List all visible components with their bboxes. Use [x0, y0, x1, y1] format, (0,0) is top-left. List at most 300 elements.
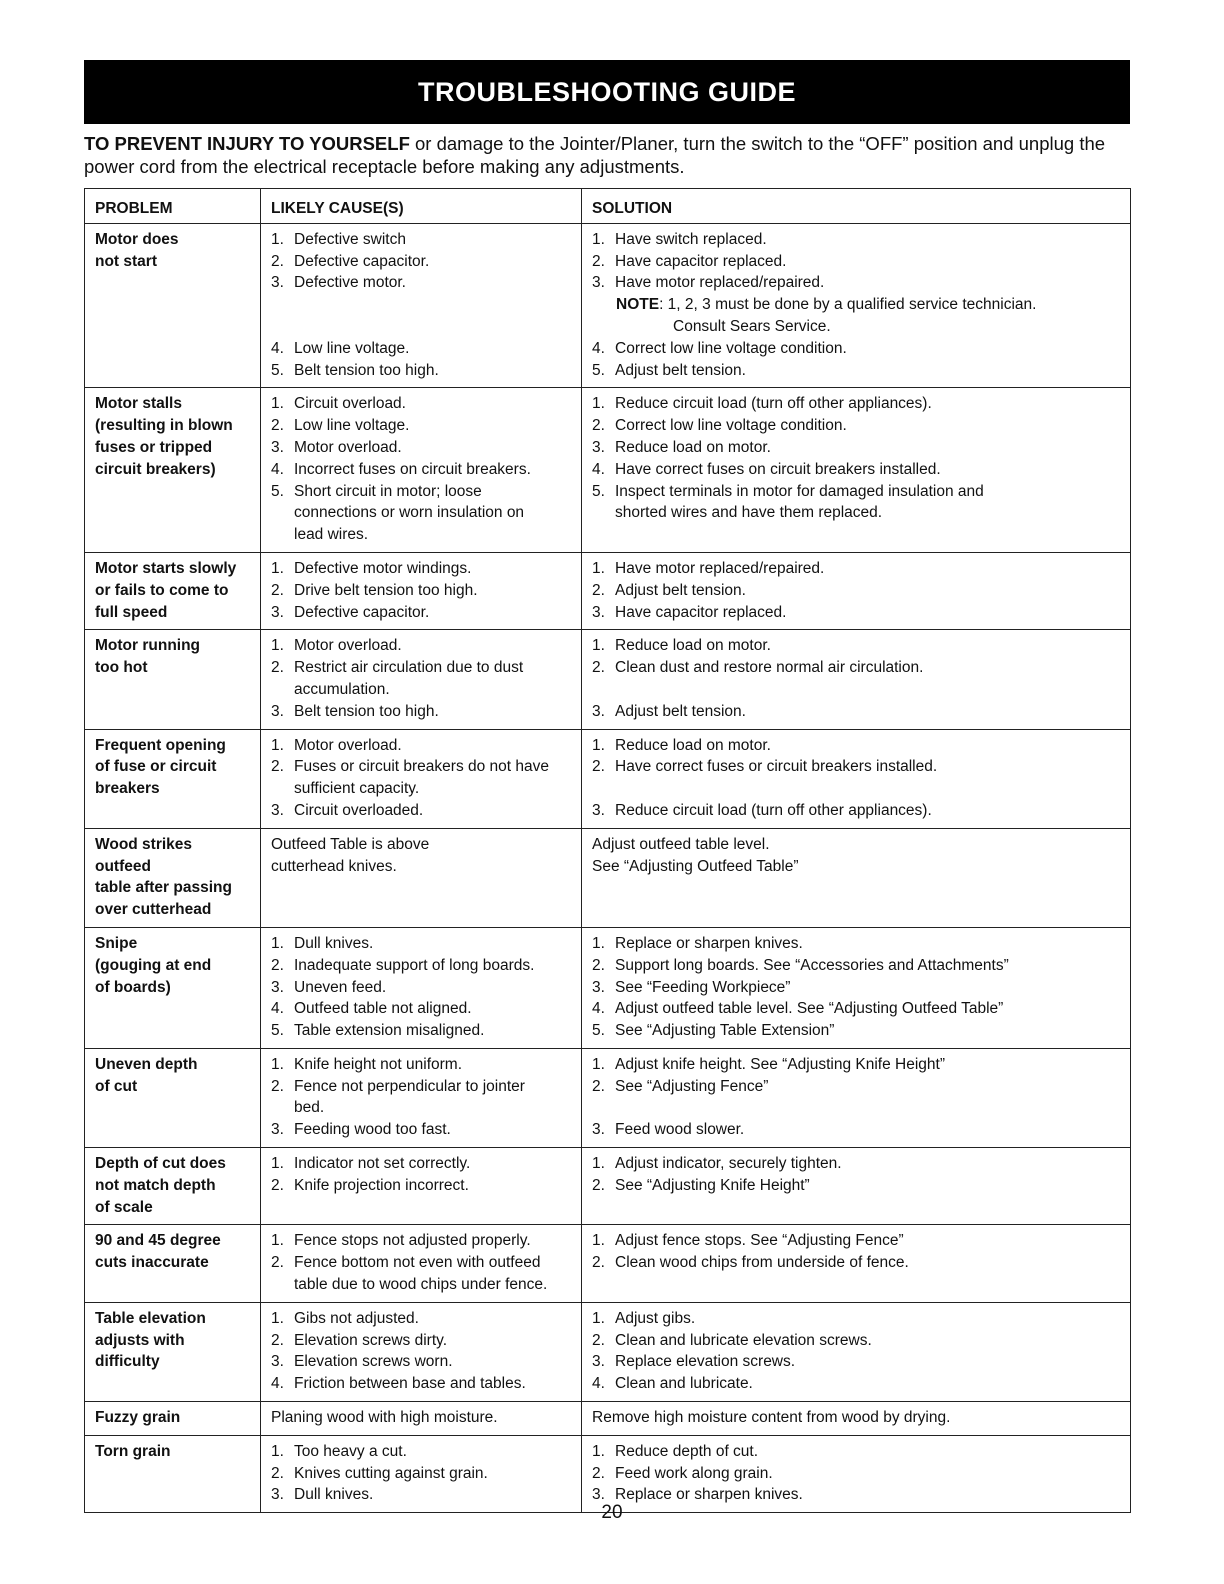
list-item [592, 1119, 1120, 1141]
list-item [592, 635, 1120, 657]
table-row [85, 1148, 1131, 1225]
item-text: Have switch replaced. [615, 230, 767, 248]
item-number: 4. [592, 1000, 605, 1018]
safety-warning [84, 132, 1144, 178]
item-text: Reduce load on motor. [615, 736, 771, 754]
list-item [592, 1230, 1120, 1252]
item-number: 2. [271, 1176, 284, 1194]
item-number: 2. [592, 1331, 605, 1349]
item-number: 1. [271, 1232, 284, 1250]
list-item [271, 701, 571, 723]
list-item [592, 229, 1120, 251]
list-item [592, 1252, 1120, 1274]
list-item [271, 657, 571, 679]
item-number: 2. [592, 1254, 605, 1272]
list-item [271, 635, 571, 657]
list-item [592, 502, 1120, 524]
solutions-cell [582, 927, 1131, 1048]
problem-cell [85, 223, 261, 388]
item-number [271, 524, 294, 546]
item-number: 2. [592, 1176, 605, 1194]
item-text: Adjust outfeed table level. [592, 835, 770, 853]
item-number: 1. [271, 395, 284, 413]
problem-line: Motor does [95, 230, 179, 248]
item-number: 2. [592, 659, 605, 677]
note-label: NOTE [616, 296, 660, 314]
list-item [592, 998, 1120, 1020]
list-item [592, 1020, 1120, 1042]
item-number: 1. [271, 1155, 284, 1173]
causes-cell [261, 1225, 582, 1302]
item-text: Fence not perpendicular to jointer [294, 1077, 525, 1095]
list-item [592, 657, 1120, 679]
item-text: Clean wood chips from underside of fence. [615, 1254, 909, 1272]
problem-line: 90 and 45 degree [95, 1232, 221, 1250]
problem-cell [85, 552, 261, 629]
item-text: Adjust gibs. [615, 1309, 696, 1327]
list-item [592, 580, 1120, 602]
causes-cell [261, 1048, 582, 1147]
item-number: 5. [271, 1022, 284, 1040]
item-number: 1. [271, 559, 284, 577]
item-text: Elevation screws dirty. [294, 1331, 448, 1349]
list-item [271, 1119, 571, 1141]
table-row [85, 1225, 1131, 1302]
problem-line: of fuse or circuit [95, 758, 217, 776]
problem-line: Torn grain [95, 1442, 171, 1460]
problem-cell [85, 927, 261, 1048]
solutions-cell [582, 630, 1131, 729]
list-item [592, 481, 1120, 503]
item-text: Adjust belt tension. [615, 702, 746, 720]
table-row [85, 388, 1131, 553]
item-text: Elevation screws worn. [294, 1353, 453, 1371]
item-text: Have motor replaced/repaired. [615, 274, 825, 292]
item-number: 1. [592, 1309, 605, 1327]
list-item [271, 1175, 571, 1197]
item-number: 3. [592, 274, 605, 292]
item-number [271, 679, 294, 701]
note-line-2: Consult Sears Service. [673, 317, 831, 335]
problem-line: of scale [95, 1198, 153, 1216]
spacer [271, 316, 571, 338]
item-number: 3. [271, 1121, 284, 1139]
problem-cell [85, 729, 261, 828]
item-number: 5. [592, 482, 605, 500]
solutions-cell [582, 223, 1131, 388]
item-text: Adjust fence stops. See “Adjusting Fence” [615, 1232, 904, 1250]
note-line [616, 294, 1120, 316]
item-number: 2. [271, 417, 284, 435]
causes-cell [261, 630, 582, 729]
safety-warning-text: or damage to the Jointer/Planer, turn the switch to the “OFF” position and unplug the power cord from the electrical receptacle before making any adjustments. [84, 133, 1106, 177]
problem-line: cuts inaccurate [95, 1254, 209, 1272]
table-row [85, 1402, 1131, 1436]
list-item [592, 459, 1120, 481]
safety-warning-bold: TO PREVENT INJURY TO YOURSELF [84, 133, 410, 154]
table-row [85, 828, 1131, 927]
list-item [271, 1153, 571, 1175]
item-text: Motor overload. [294, 637, 402, 655]
item-text: Adjust belt tension. [615, 361, 746, 379]
problem-cell [85, 1225, 261, 1302]
list-item [271, 459, 571, 481]
list-item [271, 735, 571, 757]
item-number: 3. [271, 801, 284, 819]
item-text: Dull knives. [294, 934, 374, 952]
list-item [271, 1054, 571, 1076]
problem-line: fuses or tripped [95, 438, 213, 456]
item-number: 1. [592, 637, 605, 655]
item-text: Adjust indicator, securely tighten. [615, 1155, 842, 1173]
item-number: 3. [271, 274, 284, 292]
causes-cell [261, 1402, 582, 1436]
list-item [271, 272, 571, 294]
item-number: 1. [592, 1232, 605, 1250]
item-text: Reduce load on motor. [615, 637, 771, 655]
item-text: See “Adjusting Table Extension” [615, 1022, 835, 1040]
item-text: Motor overload. [294, 736, 402, 754]
problem-line: not start [95, 252, 157, 270]
item-number: 3. [592, 1486, 605, 1504]
spacer [592, 778, 1120, 800]
item-text: Restrict air circulation due to dust [294, 659, 524, 677]
list-item [592, 251, 1120, 273]
item-text: Clean dust and restore normal air circulation. [615, 659, 924, 677]
item-number [271, 778, 294, 800]
problem-line: too hot [95, 659, 148, 677]
item-text: Support long boards. See “Accessories and Attachments” [615, 956, 1009, 974]
item-text: Uneven feed. [294, 978, 387, 996]
item-number: 3. [592, 438, 605, 456]
item-text: Adjust belt tension. [615, 581, 746, 599]
item-text: cutterhead knives. [271, 857, 397, 875]
item-text: Have capacitor replaced. [615, 603, 787, 621]
list-item [592, 338, 1120, 360]
list-item [592, 1373, 1120, 1395]
item-number [271, 1097, 294, 1119]
item-text: bed. [294, 1099, 325, 1117]
item-text: connections or worn insulation on [294, 504, 525, 522]
item-number: 4. [271, 1000, 284, 1018]
list-item [592, 1441, 1120, 1463]
list-item [271, 602, 571, 624]
problem-line: Table elevation [95, 1309, 206, 1327]
item-number: 2. [592, 1464, 605, 1482]
problem-cell [85, 630, 261, 729]
list-item [271, 1274, 571, 1296]
item-text: Reduce circuit load (turn off other appliances). [615, 395, 932, 413]
problem-line: Motor starts slowly [95, 559, 237, 577]
item-number: 4. [592, 460, 605, 478]
item-number [271, 1274, 294, 1296]
item-text: Circuit overload. [294, 395, 406, 413]
problem-line: Wood strikes outfeed [95, 835, 193, 875]
list-item [592, 1175, 1120, 1197]
list-item [592, 1330, 1120, 1352]
list-item [271, 1097, 571, 1119]
list-item [592, 1351, 1120, 1373]
causes-cell [261, 927, 582, 1048]
item-number: 2. [592, 417, 605, 435]
list-item [592, 1153, 1120, 1175]
item-text: Low line voltage. [294, 339, 410, 357]
item-number: 2. [592, 581, 605, 599]
item-text: Replace or sharpen knives. [615, 934, 803, 952]
item-text: See “Adjusting Outfeed Table” [592, 857, 799, 875]
note-text: : 1, 2, 3 must be done by a qualified service technician. [659, 296, 1037, 314]
item-text: Belt tension too high. [294, 361, 439, 379]
item-text: Outfeed table not aligned. [294, 1000, 472, 1018]
item-text: Inspect terminals in motor for damaged insulation and [615, 482, 984, 500]
header-likely-causes: LIKELY CAUSE(S) [261, 189, 582, 224]
list-item [592, 701, 1120, 723]
item-number: 2. [271, 659, 284, 677]
list-item [592, 1054, 1120, 1076]
list-item [592, 977, 1120, 999]
item-text: Knife projection incorrect. [294, 1176, 469, 1194]
list-item [592, 437, 1120, 459]
item-number: 3. [271, 978, 284, 996]
item-text: Indicator not set correctly. [294, 1155, 471, 1173]
item-text: Replace or sharpen knives. [615, 1486, 803, 1504]
list-item [271, 955, 571, 977]
solutions-cell [582, 828, 1131, 927]
item-number: 1. [592, 934, 605, 952]
item-number: 3. [592, 603, 605, 621]
list-item [271, 1351, 571, 1373]
header-problem: PROBLEM [85, 189, 261, 224]
item-text: accumulation. [294, 680, 390, 698]
item-text: Defective switch [294, 230, 406, 248]
problem-line: Motor running [95, 637, 201, 655]
item-text: Have correct fuses on circuit breakers installed. [615, 460, 941, 478]
list-item [592, 1308, 1120, 1330]
item-text: Correct low line voltage condition. [615, 417, 847, 435]
list-item [271, 360, 571, 382]
table-header-row [85, 189, 1131, 224]
item-text: Clean and lubricate. [615, 1375, 753, 1393]
page-number: 20 [601, 1502, 623, 1523]
list-item [271, 778, 571, 800]
table-row [85, 223, 1131, 388]
item-number: 2. [592, 956, 605, 974]
problem-line: difficulty [95, 1353, 160, 1371]
item-number [592, 502, 615, 524]
item-number: 1. [271, 1309, 284, 1327]
item-number: 3. [592, 801, 605, 819]
problem-line: Depth of cut does [95, 1155, 226, 1173]
list-item [271, 1463, 571, 1485]
list-item [592, 360, 1120, 382]
list-item [592, 933, 1120, 955]
item-number: 1. [592, 1155, 605, 1173]
item-text: Circuit overloaded. [294, 801, 424, 819]
item-text: shorted wires and have them replaced. [615, 504, 883, 522]
spacer [592, 679, 1120, 701]
solutions-cell [582, 388, 1131, 553]
item-number: 2. [271, 1077, 284, 1095]
item-text: Short circuit in motor; loose [294, 482, 482, 500]
troubleshooting-table [84, 188, 1131, 1513]
item-text: Feed wood slower. [615, 1121, 745, 1139]
problem-line: of cut [95, 1077, 138, 1095]
item-text: Planing wood with high moisture. [271, 1409, 498, 1427]
list-item [592, 1463, 1120, 1485]
table-row [85, 1302, 1131, 1401]
list-item [592, 393, 1120, 415]
list-item [271, 481, 571, 503]
item-text: See “Feeding Workpiece” [615, 978, 791, 996]
item-number: 1. [592, 559, 605, 577]
item-number: 1. [271, 230, 284, 248]
item-number: 2. [592, 758, 605, 776]
list-item [592, 955, 1120, 977]
item-text: lead wires. [294, 526, 369, 544]
item-number: 1. [271, 736, 284, 754]
item-text: sufficient capacity. [294, 780, 420, 798]
item-number: 5. [592, 1022, 605, 1040]
item-number: 5. [271, 361, 284, 379]
item-text: Drive belt tension too high. [294, 581, 478, 599]
solutions-cell [582, 1302, 1131, 1401]
item-text: Have correct fuses or circuit breakers installed. [615, 758, 938, 776]
list-item [271, 1076, 571, 1098]
item-text: Incorrect fuses on circuit breakers. [294, 460, 531, 478]
spacer [271, 294, 571, 316]
item-text: Reduce depth of cut. [615, 1442, 759, 1460]
item-text: Have capacitor replaced. [615, 252, 787, 270]
item-number: 3. [271, 702, 284, 720]
item-number: 3. [592, 1121, 605, 1139]
problem-line: Frequent opening [95, 736, 226, 754]
list-item [271, 524, 571, 546]
problem-line: full speed [95, 603, 168, 621]
item-number: 2. [592, 252, 605, 270]
problem-line: (gouging at end [95, 956, 212, 974]
problem-line: breakers [95, 780, 160, 798]
table-row [85, 630, 1131, 729]
problem-cell [85, 828, 261, 927]
item-text: Too heavy a cut. [294, 1442, 407, 1460]
item-text: Friction between base and tables. [294, 1375, 526, 1393]
item-number: 3. [592, 1353, 605, 1371]
item-text: Outfeed Table is above [271, 835, 430, 853]
problem-cell [85, 388, 261, 553]
list-item [592, 756, 1120, 778]
header-solution: SOLUTION [582, 189, 1131, 224]
list-item [592, 558, 1120, 580]
item-number: 3. [271, 603, 284, 621]
list-item [271, 1373, 571, 1395]
list-item [271, 756, 571, 778]
item-text: Feed work along grain. [615, 1464, 773, 1482]
item-text: Table extension misaligned. [294, 1022, 485, 1040]
item-number: 1. [271, 637, 284, 655]
note-block [592, 294, 1120, 338]
solutions-cell [582, 1225, 1131, 1302]
item-text: Fence stops not adjusted properly. [294, 1232, 531, 1250]
item-number: 2. [592, 1077, 605, 1095]
solutions-cell [582, 552, 1131, 629]
item-number: 3. [592, 978, 605, 996]
item-text: Defective motor. [294, 274, 406, 292]
item-text: Adjust knife height. See “Adjusting Knife Height” [615, 1055, 945, 1073]
problem-line: of boards) [95, 978, 171, 996]
spacer [592, 1097, 1120, 1119]
item-text: Low line voltage. [294, 417, 410, 435]
problem-line: not match depth [95, 1176, 216, 1194]
problem-cell [85, 1148, 261, 1225]
table-row [85, 1048, 1131, 1147]
item-number: 5. [592, 361, 605, 379]
item-number: 4. [271, 460, 284, 478]
problem-line: table after passing [95, 879, 232, 897]
item-number: 2. [271, 1254, 284, 1272]
problem-line: Uneven depth [95, 1055, 198, 1073]
item-text: Gibs not adjusted. [294, 1309, 419, 1327]
item-number: 2. [271, 956, 284, 974]
list-item [592, 800, 1120, 822]
page-banner: TROUBLESHOOTING GUIDE [84, 60, 1130, 124]
item-number: 1. [592, 395, 605, 413]
problem-line: circuit breakers) [95, 460, 216, 478]
item-text: See “Adjusting Fence” [615, 1077, 769, 1095]
list-item [271, 437, 571, 459]
list-item [271, 338, 571, 360]
item-number [271, 502, 294, 524]
causes-cell [261, 1302, 582, 1401]
item-text: Defective capacitor. [294, 252, 430, 270]
causes-cell [261, 388, 582, 553]
item-number: 4. [592, 339, 605, 357]
item-text: Motor overload. [294, 438, 402, 456]
item-number: 5. [271, 482, 284, 500]
item-text: Have motor replaced/repaired. [615, 559, 825, 577]
item-number: 4. [592, 1375, 605, 1393]
item-text: Replace elevation screws. [615, 1353, 796, 1371]
list-item [592, 415, 1120, 437]
problem-line: (resulting in blown [95, 417, 233, 435]
causes-cell [261, 1148, 582, 1225]
item-number: 1. [271, 934, 284, 952]
item-text: Fence bottom not even with outfeed [294, 1254, 541, 1272]
list-item [271, 1252, 571, 1274]
problem-line: Snipe [95, 934, 138, 952]
solutions-cell [582, 1048, 1131, 1147]
item-number: 1. [271, 1055, 284, 1073]
item-number: 4. [271, 1375, 284, 1393]
item-text: Dull knives. [294, 1486, 374, 1504]
item-number: 3. [271, 438, 284, 456]
table-row [85, 927, 1131, 1048]
list-item [271, 558, 571, 580]
list-item [271, 1020, 571, 1042]
item-number: 3. [592, 702, 605, 720]
item-text: Fuses or circuit breakers do not have [294, 758, 550, 776]
item-text: Defective capacitor. [294, 603, 430, 621]
item-number: 1. [592, 1442, 605, 1460]
item-text: Knives cutting against grain. [294, 1464, 488, 1482]
problem-line: or fails to come to [95, 581, 229, 599]
item-text: Feeding wood too fast. [294, 1121, 451, 1139]
table-row [85, 552, 1131, 629]
item-text: Belt tension too high. [294, 702, 439, 720]
item-number: 2. [271, 1331, 284, 1349]
list-item [271, 502, 571, 524]
item-number: 1. [592, 1055, 605, 1073]
causes-cell [261, 828, 582, 927]
